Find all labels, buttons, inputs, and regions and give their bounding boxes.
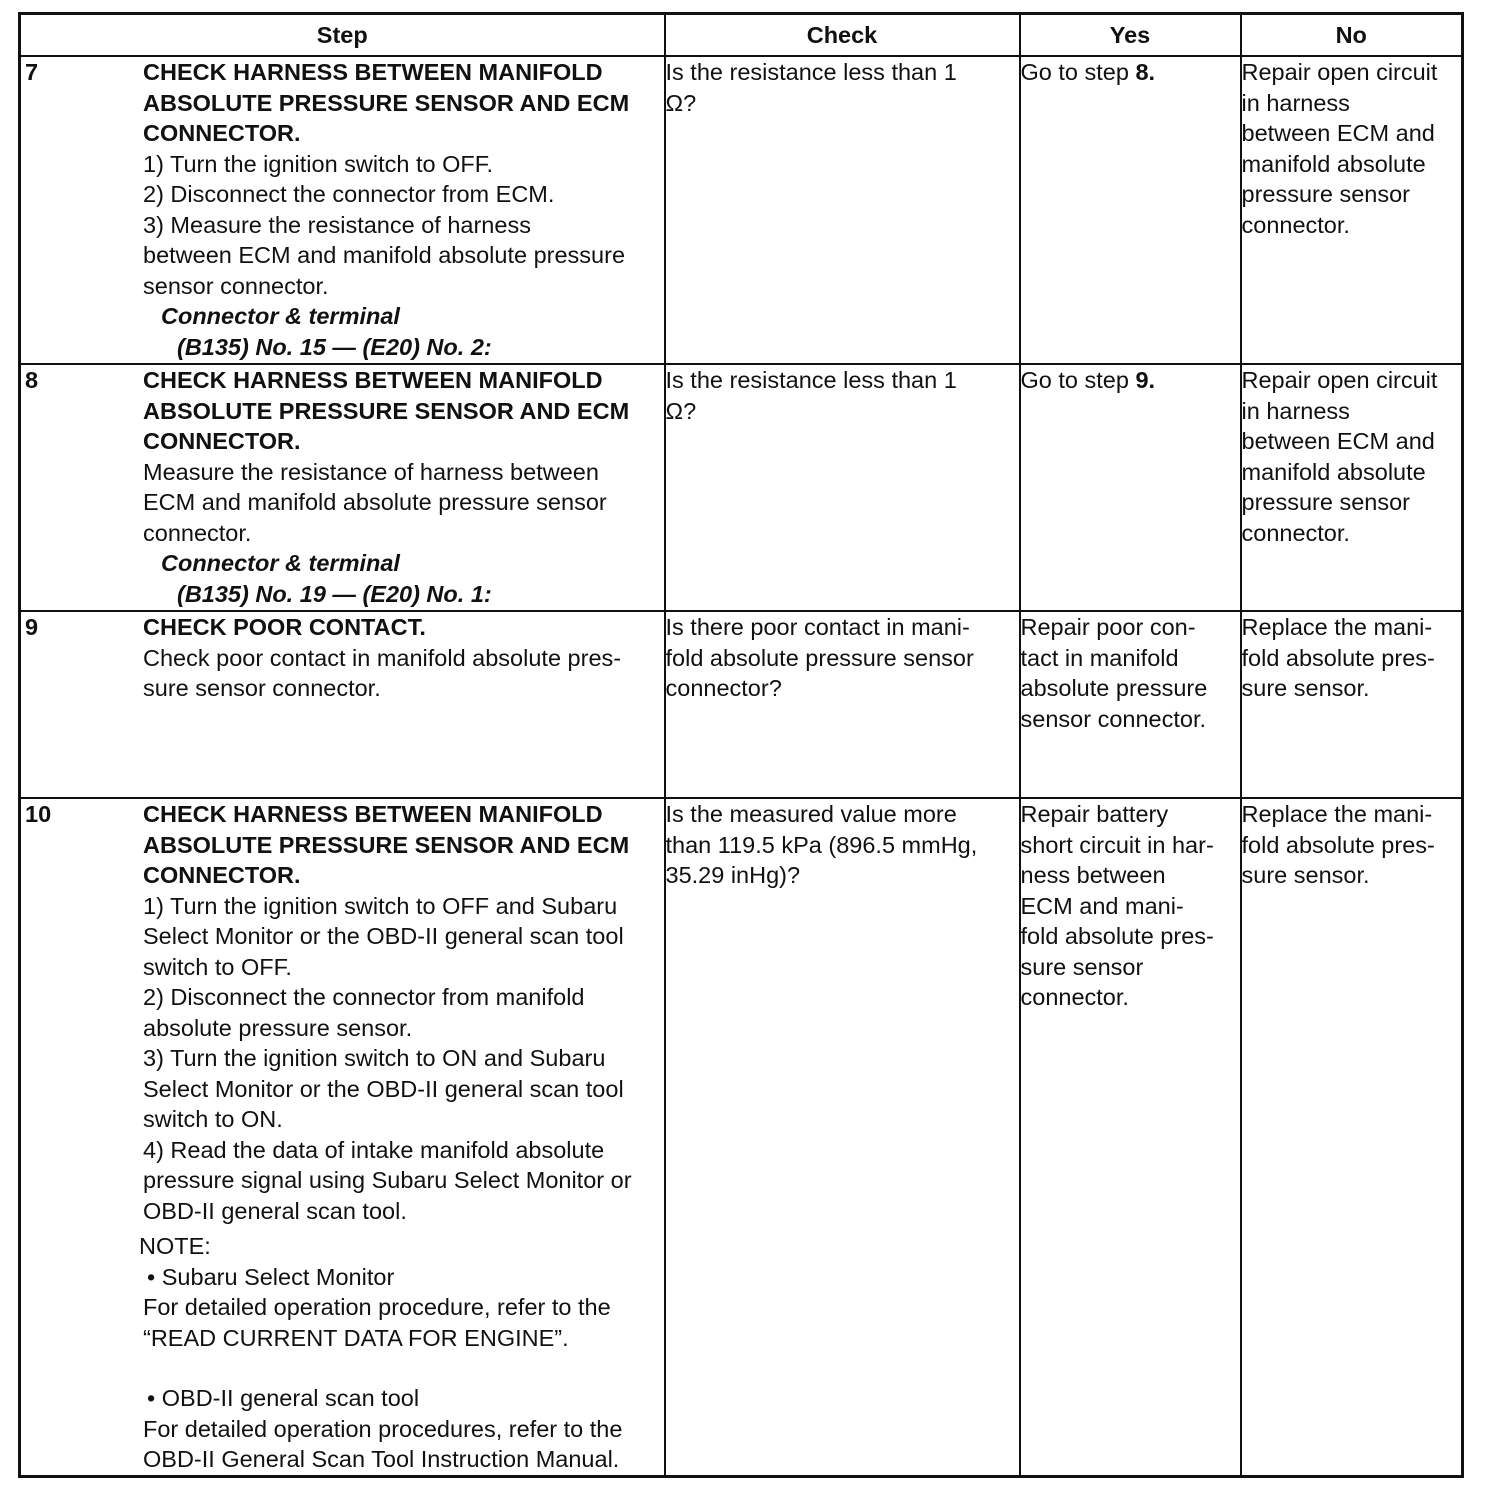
step-instruction: pressure signal using Subaru Select Monitor or [143,1167,632,1193]
step-title-line: CONNECTOR. [143,428,301,454]
yes-line: ECM and mani- [1020,892,1184,919]
no-line: connector. [1241,211,1350,238]
step-instruction: switch to OFF. [143,953,292,980]
note-line: “READ CURRENT DATA FOR ENGINE”. [143,1324,569,1351]
yes-line: Repair battery [1020,801,1169,827]
step-cell [20,56,665,364]
table-row [20,798,1463,1476]
check-cell [665,364,1020,611]
yes-line: sure sensor [1020,953,1144,980]
check-cell [665,611,1020,798]
yes-line: tact in manifold [1020,644,1179,671]
yes-line: ness between [1020,862,1166,888]
step-number: 9 [25,614,39,640]
yes-line: Repair poor con- [1020,614,1196,640]
no-line: fold absolute pres- [1241,831,1435,858]
note-label: NOTE: [139,1233,211,1259]
yes-cell [1020,56,1241,364]
no-line: pressure sensor [1241,181,1410,207]
no-line: Repair open circuit [1241,59,1438,85]
connector-terminal-label: Connector & terminal [161,303,400,329]
table-row [20,611,1463,798]
step-cell [20,798,665,1476]
no-line: Replace the mani- [1241,614,1433,640]
step-title-line: ABSOLUTE PRESSURE SENSOR AND ECM [143,831,630,858]
no-line: pressure sensor [1241,489,1410,515]
step-title-line: CHECK HARNESS BETWEEN MANIFOLD [143,367,603,393]
no-line: in harness [1241,89,1350,116]
check-line: connector? [665,675,782,701]
header-check: Check [665,14,1020,57]
yes-line: short circuit in har- [1020,831,1214,858]
note-line: OBD-II General Scan Tool Instruction Manual. [143,1446,620,1472]
check-line: 35.29 inHg)? [665,862,801,888]
note-bullet: • OBD-II general scan tool [147,1385,420,1411]
step-instruction: Check poor contact in manifold absolute pres- [143,644,622,671]
connector-terminal-value: (B135) No. 15 — (E20) No. 2: [177,333,492,360]
step-title-line: CONNECTOR. [143,862,301,888]
no-line: manifold absolute [1241,458,1426,485]
step-instruction: 2) Disconnect the connector from manifold [143,984,585,1010]
header-yes: Yes [1020,14,1241,57]
step-title-line: CONNECTOR. [143,120,301,146]
yes-line: sensor connector. [1020,705,1206,732]
step-title-line: ABSOLUTE PRESSURE SENSOR AND ECM [143,397,630,424]
step-title-line: CHECK POOR CONTACT. [143,614,426,640]
check-line: Is the resistance less than 1 [665,59,957,85]
step-instruction: sure sensor connector. [143,675,381,701]
step-instruction: OBD-II general scan tool. [143,1197,407,1224]
step-instruction: 2) Disconnect the connector from ECM. [143,181,555,207]
step-cell [20,364,665,611]
step-cell [20,611,665,798]
step-instruction: Select Monitor or the OBD-II general scan tool [143,923,624,949]
check-line: Is there poor contact in mani- [665,614,970,640]
header-step: Step [20,14,665,57]
yes-cell [1020,364,1241,611]
step-instruction: Measure the resistance of harness between [143,458,599,485]
check-cell [665,56,1020,364]
diagnostic-table [18,12,1464,1478]
yes-line: connector. [1020,984,1129,1010]
no-line: connector. [1241,519,1350,546]
step-number: 10 [25,801,52,827]
no-line: sure sensor. [1241,675,1370,701]
no-line: manifold absolute [1241,150,1426,177]
step-title-line: CHECK HARNESS BETWEEN MANIFOLD [143,801,603,827]
yes-step-link: 8. [1135,59,1156,85]
no-cell [1241,56,1463,364]
no-line: Replace the mani- [1241,801,1433,827]
step-instruction: 3) Measure the resistance of harness [143,211,531,238]
no-line: in harness [1241,397,1350,424]
yes-step-link: 9. [1135,367,1156,393]
step-instruction: Select Monitor or the OBD-II general scan tool [143,1075,624,1102]
header-row [20,14,1463,57]
yes-line: absolute pressure [1020,675,1208,701]
no-line: fold absolute pres- [1241,644,1435,671]
yes-text: Go to step [1020,59,1136,85]
no-line: Repair open circuit [1241,367,1438,393]
note-line: For detailed operation procedures, refer to the [143,1415,623,1442]
step-number: 8 [25,367,39,393]
yes-cell [1020,611,1241,798]
yes-text: Go to step [1020,367,1136,393]
check-line: Is the measured value more [665,801,957,827]
step-title-line: CHECK HARNESS BETWEEN MANIFOLD [143,59,603,85]
step-instruction: sensor connector. [143,272,329,299]
table-row [20,364,1463,611]
no-line: sure sensor. [1241,862,1370,888]
check-line: than 119.5 kPa (896.5 mmHg, [665,831,978,858]
connector-terminal-label: Connector & terminal [161,550,400,576]
yes-cell [1020,798,1241,1476]
check-line: fold absolute pressure sensor [665,644,974,671]
yes-line: fold absolute pres- [1020,923,1214,949]
table-row [20,56,1463,364]
step-instruction: absolute pressure sensor. [143,1014,413,1041]
connector-terminal-value: (B135) No. 19 — (E20) No. 1: [177,580,492,607]
step-instruction: 1) Turn the ignition switch to OFF. [143,150,494,177]
step-instruction: ECM and manifold absolute pressure sensor [143,489,607,515]
check-line: Ω? [665,397,697,424]
header-no: No [1241,14,1463,57]
check-line: Is the resistance less than 1 [665,367,957,393]
step-title-line: ABSOLUTE PRESSURE SENSOR AND ECM [143,89,630,116]
check-line: Ω? [665,89,697,116]
check-cell [665,798,1020,1476]
step-number: 7 [25,59,39,85]
step-instruction: 1) Turn the ignition switch to OFF and Subaru [143,892,618,919]
note-bullet: • Subaru Select Monitor [147,1263,395,1290]
step-instruction: 3) Turn the ignition switch to ON and Subaru [143,1045,606,1071]
step-instruction: 4) Read the data of intake manifold absolute [143,1136,605,1163]
no-cell [1241,364,1463,611]
step-instruction: switch to ON. [143,1106,283,1132]
step-instruction: connector. [143,519,252,546]
no-cell [1241,611,1463,798]
step-instruction: between ECM and manifold absolute pressure [143,242,626,268]
no-line: between ECM and [1241,428,1435,454]
note-line: For detailed operation procedure, refer to the [143,1294,611,1320]
no-cell [1241,798,1463,1476]
no-line: between ECM and [1241,120,1435,146]
